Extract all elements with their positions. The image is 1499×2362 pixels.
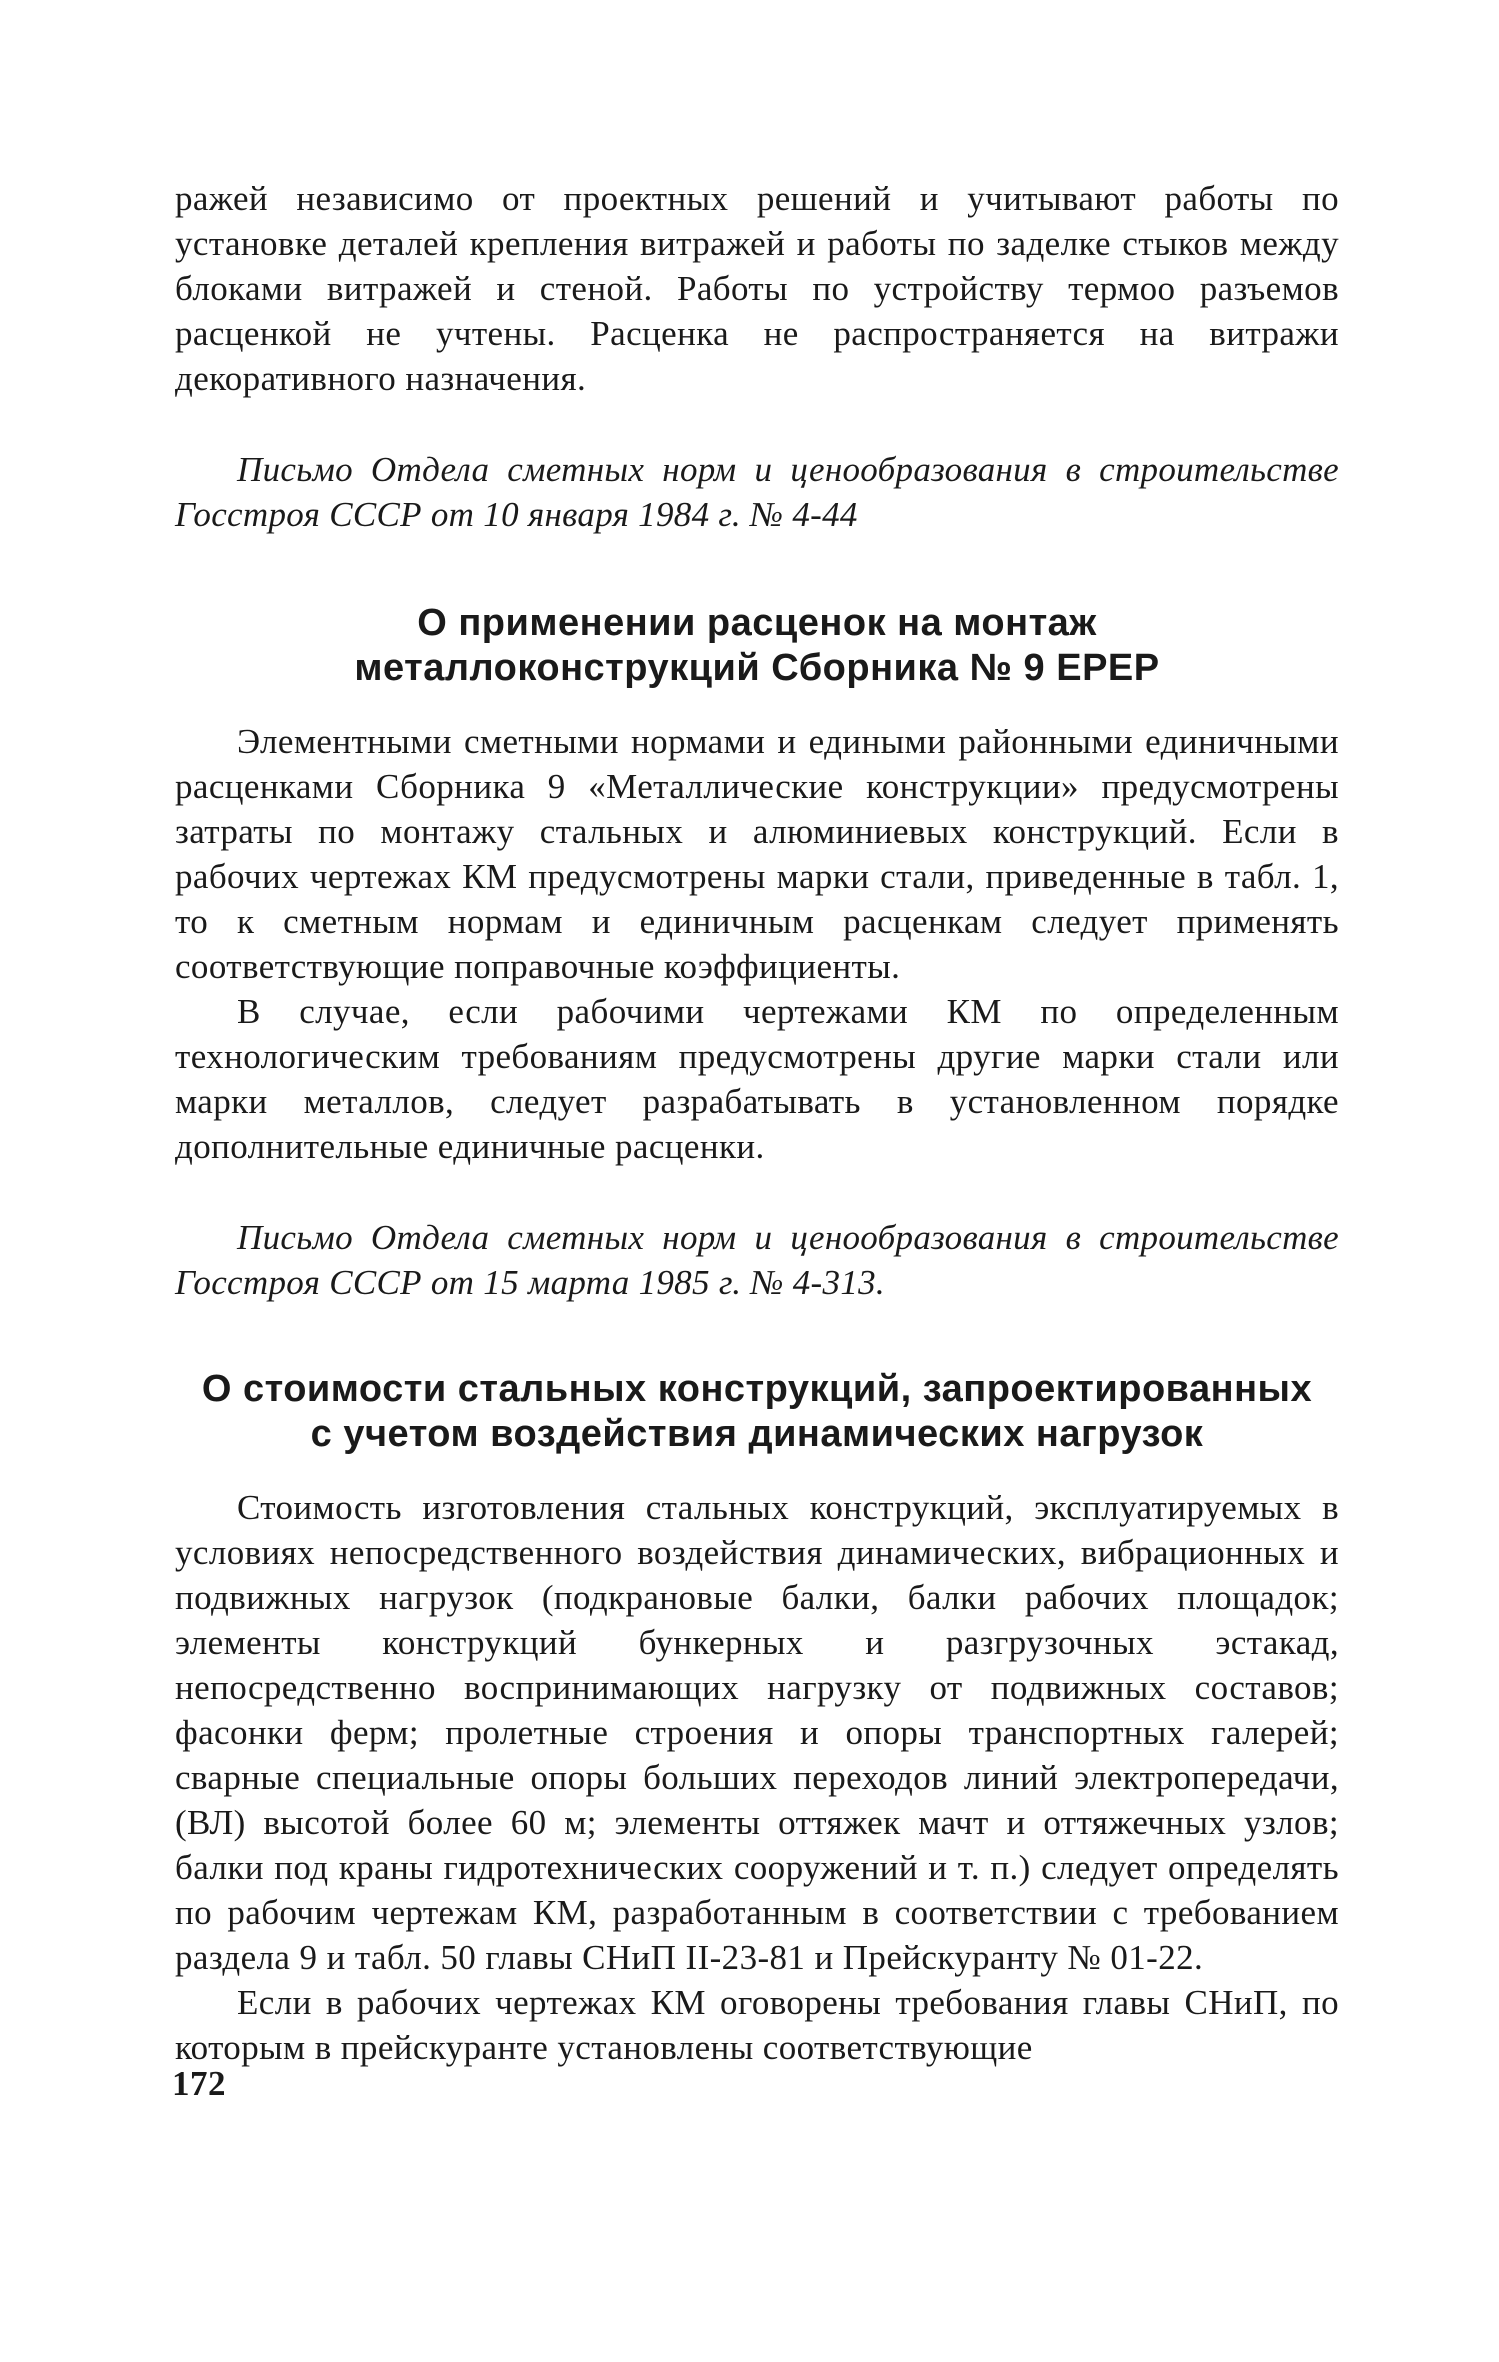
section-heading-1-line-1: О применении расценок на монтаж xyxy=(417,602,1097,644)
letter-reference-2: Письмо Отдела сметных норм и ценообразования в строительстве Госстроя СССР от 15 марта 1985 г. № 4-313. xyxy=(175,1218,1339,1302)
section-2-paragraph-1: Стоимость изготовления стальных конструкций, эксплуатируемых в условиях непосредственного воздействия динамических, вибрационных и подвижных нагрузок (подкрановые балки, балки рабочих площадок; элементы конструкций бункерных и разгрузочных эстакад, непосредственно воспринимающих нагрузку от подвижных составов; фасонки ферм; пролетные строения и опоры транспортных галерей; сварные специальные опоры больших переходов линий электропередачи, (ВЛ) высотой более 60 м; элементы оттяжек мачт и оттяжечных узлов; балки под краны гидротехнических сооружений и т. п.) следует определять по рабочим чертежам КМ, разработанным в соответствии с требованием раздела 9 и табл. 50 главы СНиП II-23-81 и Прейскуранту № 01-22. xyxy=(175,1488,1339,1977)
section-heading-1 xyxy=(175,601,1339,691)
section-1-paragraph-2: В случае, если рабочими чертежами КМ по определенным технологическим требованиям предусмотрены другие марки стали или марки металлов, следует разрабатывать в установленном порядке дополнительные единичные расценки. xyxy=(175,992,1339,1166)
continuation-paragraph: ражей независимо от проектных решений и учитывают работы по установке деталей крепления витражей и работы по заделке стыков между блоками витражей и стеной. Работы по устройству термоо разъемов расценкой не учтены. Расценка не распространяется на витражи декоративного назначения. xyxy=(175,179,1339,398)
section-heading-1-line-2: металлоконструкций Сборника № 9 ЕРЕР xyxy=(354,647,1160,689)
document-page xyxy=(175,176,1339,2070)
letter-reference-1: Письмо Отдела сметных норм и ценообразования в строительстве Госстроя СССР от 10 января 1984 г. № 4-44 xyxy=(175,450,1339,534)
section-heading-2-line-1: О стоимости стальных конструкций, запроектированных xyxy=(201,1368,1313,1410)
section-heading-2 xyxy=(175,1367,1339,1457)
page-number: 172 xyxy=(172,2064,226,2103)
section-heading-2-line-2: с учетом воздействия динамических нагрузок xyxy=(310,1413,1204,1455)
section-2-paragraph-2: Если в рабочих чертежах КМ оговорены требования главы СНиП, по которым в прейскуранте установлены соответствующие xyxy=(175,1983,1339,2067)
section-1-paragraph-1: Элементными сметными нормами и едиными районными единичными расценками Сборника 9 «Металлические конструкции» предусмотрены затраты по монтажу стальных и алюминиевых конструкций. Если в рабочих чертежах КМ предусмотрены марки стали, приведенные в табл. 1, то к сметным нормам и единичным расценкам следует применять соответствующие поправочные коэффициенты. xyxy=(175,722,1339,986)
